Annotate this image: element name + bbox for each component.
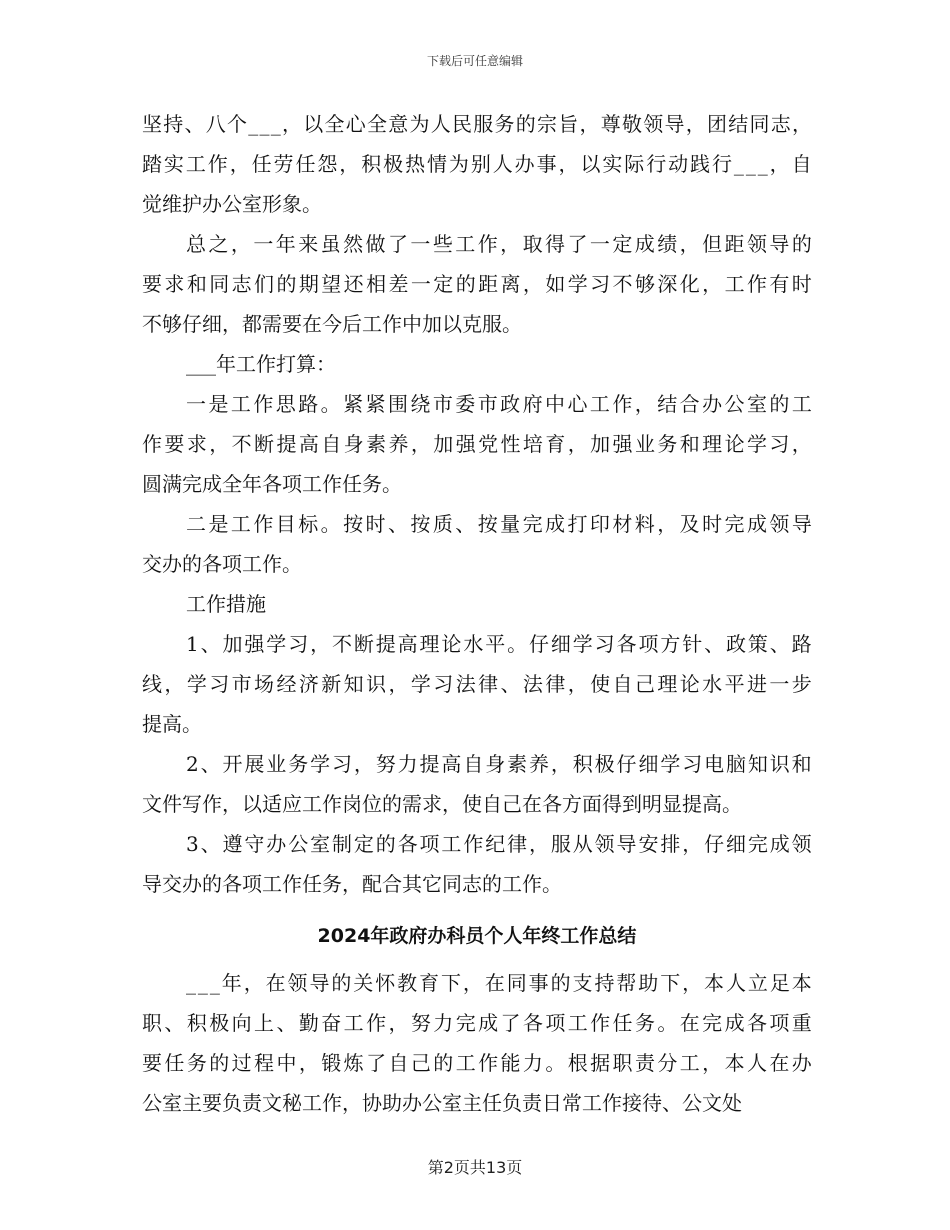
text-line: _ _ _ 年 ， 在 领 导 的 关 怀 教 育 下 ， 在 同 事 的 支 持 帮 助 下 ， 本 人 立 足 本 xyxy=(186,971,812,995)
text-line: 不够仔细，都需要在今后工作中加以克服。 xyxy=(142,312,522,336)
text-line: 踏 实 工 作 ， 任 劳 任 怨 ， 积 极 热 情 为 别 人 办 事 ， 以 实 际 行 动 践 行 _ _ _ ， 自 xyxy=(142,152,812,176)
paragraph xyxy=(142,963,812,1123)
text-line: 一 是 工 作 思 路 。 紧 紧 围 绕 市 委 市 政 府 中 心 工 作 ， 结 合 办 公 室 的 工 xyxy=(186,392,812,416)
paragraph xyxy=(142,344,812,384)
page-footer: 第2页共13页 xyxy=(427,1158,523,1177)
text-line: 要 任 务 的 过 程 中 ， 锻 炼 了 自 己 的 工 作 能 力 。 根 据 职 责 分 工 ， 本 人 在 办 xyxy=(142,1051,812,1075)
text-line: 二 是 工 作 目 标 。 按 时 、 按 质 、 按 量 完 成 打 印 材 料 ， 及 时 完 成 领 导 xyxy=(186,512,812,536)
text-line: 3 、 遵 守 办 公 室 制 定 的 各 项 工 作 纪 律 ， 服 从 领 导 安 排 ， 仔 细 完 成 领 xyxy=(186,832,812,856)
text-line: 圆满完成全年各项工作任务。 xyxy=(142,472,402,496)
text-line: 线 ， 学 习 市 场 经 济 新 知 识 ， 学 习 法 律 、 法 律 ， 使 自 己 理 论 水 平 进 一 步 xyxy=(142,672,812,696)
paragraph xyxy=(142,824,812,904)
text-line: 2 、 开 展 业 务 学 习 ， 努 力 提 高 自 身 素 养 ， 积 极 仔 细 学 习 电 脑 知 识 和 xyxy=(186,752,812,776)
text-line: 工作措施 xyxy=(186,592,266,616)
page-header: 下载后可任意编辑 xyxy=(426,54,523,68)
paragraph xyxy=(142,744,812,824)
text-line: 职 、 积 极 向 上 、 勤 奋 工 作 ， 努 力 完 成 了 各 项 工 作 任 务 。 在 完 成 各 项 重 xyxy=(142,1011,812,1035)
section-title: 2024年政府办科员个人年终工作总结 xyxy=(317,925,637,947)
text-line: ___年工作打算： xyxy=(186,352,336,376)
paragraph xyxy=(142,624,812,744)
paragraph xyxy=(142,224,812,344)
text-line: 1 、 加 强 学 习 ， 不 断 提 高 理 论 水 平 。 仔 细 学 习 各 项 方 针 、 政 策 、 路 xyxy=(186,632,812,656)
text-line: 交办的各项工作。 xyxy=(142,552,302,576)
text-line: 作 要 求 ， 不 断 提 高 自 身 素 养 ， 加 强 党 性 培 育 ， 加 强 业 务 和 理 论 学 习 ， xyxy=(142,432,812,456)
text-line: 总 之 ， 一 年 来 虽 然 做 了 一 些 工 作 ， 取 得 了 一 定 成 绩 ， 但 距 领 导 的 xyxy=(186,232,812,256)
body-text-part-2 xyxy=(142,963,812,1123)
text-line: 公室主要负责文秘工作，协助办公室主任负责日常工作接待、公文处 xyxy=(142,1091,742,1115)
text-line: 导交办的各项工作任务，配合其它同志的工作。 xyxy=(142,872,562,896)
text-line: 觉维护办公室形象。 xyxy=(142,192,322,216)
paragraph xyxy=(142,584,812,624)
text-line: 文件写作，以适应工作岗位的需求，使自己在各方面得到明显提高。 xyxy=(142,792,742,816)
document-body xyxy=(142,104,812,1123)
paragraph xyxy=(142,384,812,504)
text-line: 要 求 和 同 志 们 的 期 望 还 相 差 一 定 的 距 离 ， 如 学 习 不 够 深 化 ， 工 作 有 时 xyxy=(142,272,812,296)
text-line: 坚 持 、 八 个 _ _ _ ， 以 全 心 全 意 为 人 民 服 务 的 宗 旨 ， 尊 敬 领 导 ， 团 结 同 志 ， xyxy=(142,112,812,136)
paragraph xyxy=(142,504,812,584)
body-text-part-1 xyxy=(142,104,812,904)
paragraph xyxy=(142,104,812,224)
text-line: 提高。 xyxy=(142,712,202,736)
